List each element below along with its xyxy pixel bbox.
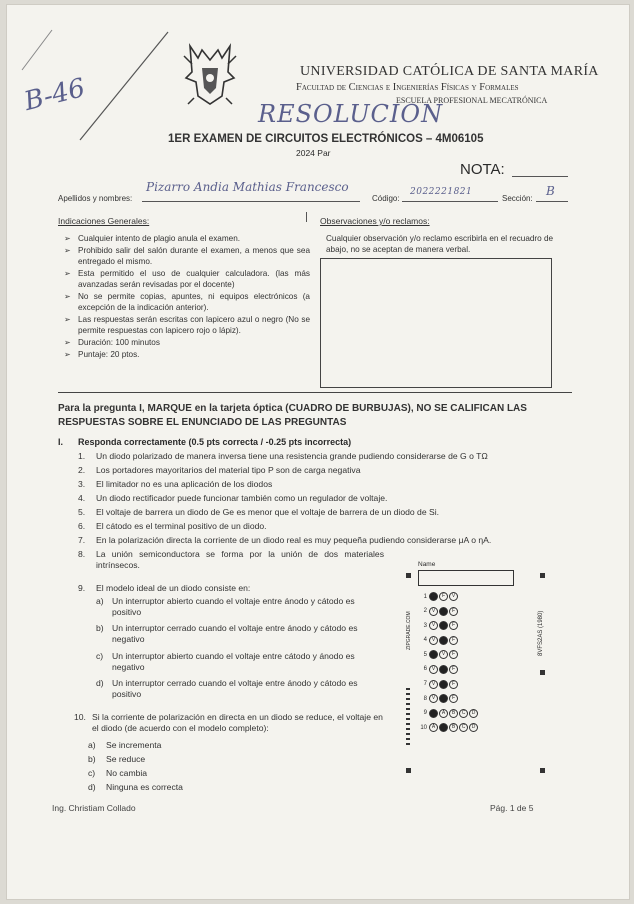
indicacion-item: ➢ Puntaje: 20 ptos. xyxy=(64,349,310,360)
option-letter: d) xyxy=(88,782,96,792)
indicacion-item: ➢ Duración: 100 minutos xyxy=(64,337,310,348)
answer-bubble[interactable]: C xyxy=(459,709,468,718)
question-text: Un diodo rectificador puede funcionar también como un regulador de voltaje. xyxy=(96,493,388,503)
question-number: 4. xyxy=(78,493,86,503)
section-title: Responda correctamente (0.5 pts correcta / -0.25 pts incorrecta) xyxy=(78,437,352,447)
option-item xyxy=(96,623,380,645)
question-item xyxy=(74,712,384,734)
question-item xyxy=(78,507,558,518)
student-section: B xyxy=(546,184,555,198)
filled-bubble[interactable]: A xyxy=(429,592,438,601)
answer-bubble[interactable]: F xyxy=(439,592,448,601)
question-item xyxy=(78,521,558,532)
bubble-row-number: 8 xyxy=(423,695,427,702)
bubble-row-number: 10 xyxy=(420,724,427,731)
indicacion-item: ➢ Cualquier intento de plagio anula el examen. xyxy=(64,233,310,244)
option-letter: b) xyxy=(88,754,96,764)
answer-bubble[interactable]: V xyxy=(429,665,438,674)
option-letter: c) xyxy=(88,768,96,778)
university-name: UNIVERSIDAD CATÓLICA DE SANTA MARÍA xyxy=(300,64,599,79)
card-side-text-left: ZIPGRADE.COM xyxy=(406,611,412,650)
option-item xyxy=(96,651,380,673)
option-letter: d) xyxy=(96,678,104,688)
bubble-row-number: 3 xyxy=(423,622,427,629)
code-label: Código: xyxy=(372,194,400,203)
question-number: 6. xyxy=(78,521,86,531)
question-item xyxy=(78,451,558,462)
option-item xyxy=(96,596,380,618)
grade-field[interactable] xyxy=(512,176,568,177)
author-name: Ing. Christiam Collado xyxy=(52,803,136,813)
section-field[interactable] xyxy=(536,201,568,202)
indicaciones-heading: Indicaciones Generales: xyxy=(58,216,150,226)
answer-bubble[interactable]: V xyxy=(449,592,458,601)
bubble-row xyxy=(418,621,478,630)
question-number: 7. xyxy=(78,535,86,545)
option-text: Se reduce xyxy=(106,754,146,764)
bubble-row xyxy=(418,665,478,674)
card-name-box[interactable] xyxy=(418,570,514,586)
question-number: 9. xyxy=(78,583,86,593)
indicacion-item: ➢ No se permite copias, apuntes, ni equipos electrónicos (a excepción de la indicación anterior). xyxy=(64,291,310,313)
bubble-row xyxy=(418,723,478,732)
option-text: Un interruptor abierto cuando el voltaje entre ánodo y cátodo es positivo xyxy=(112,596,355,617)
bubble-row-number: 5 xyxy=(423,651,427,658)
name-label: Apellidos y nombres: xyxy=(58,194,133,203)
option-item xyxy=(96,678,380,700)
bubble-row-number: 2 xyxy=(423,608,427,615)
answer-bubble[interactable]: V xyxy=(429,607,438,616)
filled-bubble[interactable] xyxy=(439,621,448,630)
bubble-row-number: 7 xyxy=(423,681,427,688)
bubble-grid xyxy=(418,592,478,738)
question-number: 3. xyxy=(78,479,86,489)
corner-marker xyxy=(406,573,411,578)
option-item xyxy=(88,754,288,765)
option-item xyxy=(88,740,288,751)
university-crest-logo xyxy=(178,38,242,108)
answer-bubble[interactable]: B xyxy=(449,709,458,718)
question-text: El cátodo es el terminal positivo de un diodo. xyxy=(96,521,267,531)
question-text: El voltaje de barrera un diodo de Ge es menor que el voltaje de barrera de un diodo de Si. xyxy=(96,507,440,517)
bubble-row-number: 6 xyxy=(423,666,427,673)
student-code: 2022221821 xyxy=(410,187,473,197)
pregunta-instructions: Para la pregunta I, MARQUE en la tarjeta óptica (CUADRO DE BURBUJAS), NO SE CALIFICAN LAS RESPUESTAS SOBRE EL ENUNCIADO DE LAS PREGUNTAS xyxy=(58,403,527,428)
bubble-row xyxy=(418,709,478,718)
answer-bubble[interactable]: F xyxy=(449,665,458,674)
exam-period: 2024 Par xyxy=(296,148,331,158)
corner-marker xyxy=(406,768,411,773)
answer-bubble[interactable]: D xyxy=(469,723,478,732)
name-field[interactable] xyxy=(142,201,360,202)
question-item xyxy=(78,583,384,594)
bubble-row xyxy=(418,607,478,616)
pencil-stroke xyxy=(0,0,180,150)
option-text: No cambia xyxy=(106,768,148,778)
bubble-row xyxy=(418,680,478,689)
question-text: El limitador no es una aplicación de los diodos xyxy=(96,479,273,489)
option-letter: a) xyxy=(88,740,96,750)
filled-bubble[interactable] xyxy=(439,680,448,689)
answer-bubble[interactable]: B xyxy=(449,723,458,732)
answer-bubble[interactable]: D xyxy=(469,709,478,718)
corner-marker xyxy=(540,670,545,675)
option-item xyxy=(88,768,288,779)
question-item xyxy=(78,465,558,476)
question-text: El modelo ideal de un diodo consiste en: xyxy=(96,583,251,593)
filled-bubble[interactable] xyxy=(439,607,448,616)
handwritten-title: RESOLUCION xyxy=(258,100,444,128)
card-name-label: Name xyxy=(418,561,436,568)
handwritten-code: B-46 xyxy=(21,73,89,117)
answer-bubble[interactable]: V xyxy=(429,680,438,689)
bubble-row xyxy=(418,636,478,645)
indicaciones-list xyxy=(64,233,310,361)
faculty-name: Facultad de Ciencias e Ingenierías Físicas y Formales xyxy=(296,82,519,93)
indicacion-item: ➢ Esta permitido el uso de cualquier calculadora. (las más avanzadas serán revisadas por el docente) xyxy=(64,268,310,290)
option-item xyxy=(88,782,288,793)
answer-bubble[interactable]: A xyxy=(429,723,438,732)
corner-marker xyxy=(540,768,545,773)
answer-bubble[interactable]: F xyxy=(449,607,458,616)
answer-bubble[interactable]: F xyxy=(449,650,458,659)
observaciones-heading: Observaciones y/o reclamos: xyxy=(320,216,430,226)
answer-bubble[interactable]: F xyxy=(449,621,458,630)
question-text: La unión semiconductora se forma por la unión de dos materiales intrínsecos. xyxy=(96,549,384,570)
question-number: 10. xyxy=(74,712,86,722)
question-text: Si la corriente de polarización en directa en un diodo se reduce, el voltaje en el diodo (de acuerdo con el modelo completo): xyxy=(92,712,383,733)
question-text: En la polarización directa la corriente de un diodo real es muy pequeña pudiendo considerarse μA o ηA. xyxy=(96,535,492,545)
filled-bubble[interactable] xyxy=(439,694,448,703)
bubble-row xyxy=(418,694,478,703)
bubble-row xyxy=(418,592,478,601)
indicacion-item: ➢ Las respuestas serán escritas con lapicero azul o negro (No se permite respuestas con lapicero rojo o lápiz). xyxy=(64,314,310,336)
answer-bubble[interactable]: V xyxy=(429,621,438,630)
question-number: 1. xyxy=(78,451,86,461)
bubble-row xyxy=(418,650,478,659)
bubble-row-number: 4 xyxy=(423,637,427,644)
card-timing-marks xyxy=(406,688,410,748)
section-label: Sección: xyxy=(502,194,533,203)
question-text: Un diodo polarizado de manera inversa tiene una resistencia grande pudiendo considerarse de G o TΩ xyxy=(96,451,488,461)
option-text: Un interruptor cerrado cuando el voltaje entre ánodo y cátodo es negativo xyxy=(112,623,358,644)
answer-bubble[interactable]: V xyxy=(429,636,438,645)
indicacion-item: ➢ Prohibido salir del salón durante el examen, a menos que sea entregado el mismo. xyxy=(64,245,310,267)
filled-bubble[interactable] xyxy=(429,650,438,659)
code-field[interactable] xyxy=(402,201,498,202)
claims-box[interactable] xyxy=(320,258,552,388)
filled-bubble[interactable] xyxy=(439,665,448,674)
option-letter: b) xyxy=(96,623,104,633)
answer-bubble[interactable]: F xyxy=(449,636,458,645)
question-number: 2. xyxy=(78,465,86,475)
page-number: Pág. 1 de 5 xyxy=(490,803,534,813)
option-text: Ninguna es correcta xyxy=(106,782,183,792)
question-item xyxy=(78,493,558,504)
bubble-row-number: 1 xyxy=(423,593,427,600)
answer-bubble[interactable]: C xyxy=(459,723,468,732)
answer-bubble[interactable]: F xyxy=(449,694,458,703)
option-text: Se incrementa xyxy=(106,740,162,750)
student-name: Pizarro Andia Mathias Francesco xyxy=(146,180,349,194)
grade-label: NOTA: xyxy=(460,161,505,178)
exam-title: 1ER EXAMEN DE CIRCUITOS ELECTRÓNICOS – 4M06105 xyxy=(168,133,484,145)
answer-bubble[interactable]: V xyxy=(429,694,438,703)
option-letter: c) xyxy=(96,651,104,661)
corner-marker xyxy=(540,573,545,578)
question-item xyxy=(78,479,558,490)
question-item xyxy=(78,549,384,571)
bubble-row-number: 9 xyxy=(423,710,427,717)
card-side-text-right: 8VFS2AS (1980) xyxy=(538,610,544,656)
indicaciones-divider xyxy=(306,212,307,222)
option-text: Un interruptor abierto cuando el voltaje entre cátodo y ánodo es negativo xyxy=(112,651,355,672)
school-name: ESCUELA PROFESIONAL MECATRÓNICA xyxy=(396,96,548,105)
filled-bubble[interactable] xyxy=(439,723,448,732)
question-item xyxy=(78,535,558,546)
answer-bubble[interactable]: A xyxy=(439,709,448,718)
observaciones-text: Cualquier observación y/o reclamo escribirla en el recuadro de abajo, no se aceptan de manera verbal. xyxy=(326,234,554,254)
filled-bubble[interactable] xyxy=(439,636,448,645)
section-number: I. xyxy=(58,437,64,447)
answer-bubble[interactable]: F xyxy=(449,680,458,689)
option-text: Un interruptor cerrado cuando el voltaje entre ánodo y cátodo es positivo xyxy=(112,678,358,699)
filled-bubble[interactable] xyxy=(429,709,438,718)
question-number: 5. xyxy=(78,507,86,517)
section-divider xyxy=(58,392,572,393)
bubble-card xyxy=(398,558,554,778)
question-text: Los portadores mayoritarios del material tipo P son de carga negativa xyxy=(96,465,361,475)
answer-bubble[interactable]: V xyxy=(439,650,448,659)
question-number: 8. xyxy=(78,549,86,559)
option-letter: a) xyxy=(96,596,104,606)
